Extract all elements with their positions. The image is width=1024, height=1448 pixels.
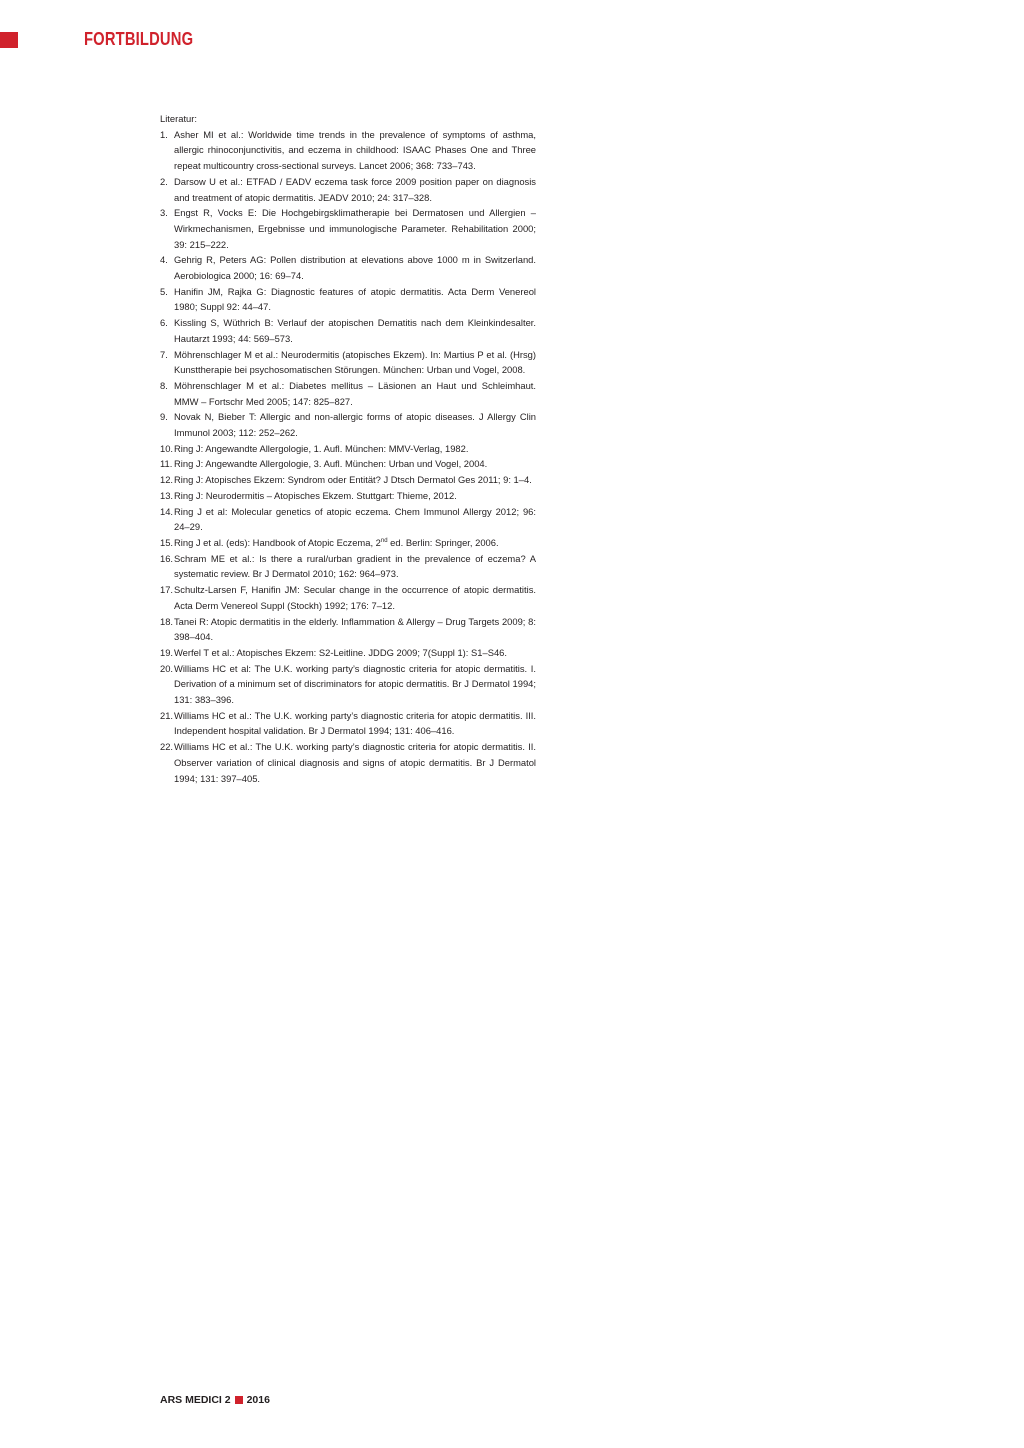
page-footer — [160, 1394, 270, 1406]
reference-item — [160, 441, 536, 457]
reference-number: 15. — [160, 536, 174, 548]
reference-text: Engst R, Vocks E: Die Hochgebirgsklimatherapie bei Dermatosen und Allergien – Wirkmechanismen, Ergebnisse und immunologische Parameter. Rehabilitation 2000; 39: 215–222. — [174, 207, 536, 250]
reference-number: 13. — [160, 489, 174, 501]
reference-number: 10. — [160, 442, 174, 454]
reference-number: 14. — [160, 505, 174, 517]
reference-number: 20. — [160, 662, 174, 674]
reference-list — [160, 127, 536, 787]
reference-item — [160, 409, 536, 440]
reference-number: 5. — [160, 285, 168, 297]
reference-text: Asher MI et al.: Worldwide time trends in the prevalence of symptoms of asthma, allergic rhinoconjunctivitis, and eczema in childhood: ISAAC Phases One and Three repeat multicountry cross-sectional surveys. Lancet 2006; 368: 733–743. — [174, 128, 536, 172]
reference-item — [160, 456, 536, 472]
reference-number: 1. — [160, 128, 168, 140]
reference-item — [160, 645, 536, 661]
reference-heading: Literatur: — [160, 113, 197, 124]
reference-text: Schultz-Larsen F, Hanifin JM: Secular change in the occurrence of atopic dermatitis. Acta Derm Venereol Suppl (Stockh) 1992; 176: 7–12. — [174, 584, 536, 611]
reference-item — [160, 708, 536, 739]
reference-text: Ring J et al: Molecular genetics of atopic eczema. Chem Immunol Allergy 2012; 96: 24–29. — [174, 505, 536, 533]
reference-text: Schram ME et al.: Is there a rural/urban gradient in the prevalence of eczema? A systematic review. Br J Dermatol 2010; 162: 964–973. — [174, 552, 536, 580]
reference-number: 21. — [160, 709, 174, 721]
reference-item — [160, 347, 536, 378]
reference-text: Williams HC et al: The U.K. working party’s diagnostic criteria for atopic dermatitis. I. Derivation of a minimum set of discriminators for atopic dermatitis. Br J Dermatol 1994; 131: 383–396. — [174, 662, 536, 706]
reference-number: 8. — [160, 379, 168, 391]
reference-text — [174, 535, 536, 551]
reference-text: Williams HC et al.: The U.K. working party’s diagnostic criteria for atopic dermatitis. II. Observer variation of clinical diagnosis and signs of atopic dermatitis. Br J Dermatol 1994; 131: 397–405. — [174, 741, 536, 784]
reference-list-section — [160, 111, 536, 786]
reference-number: 22. — [160, 741, 174, 753]
reference-number: 18. — [160, 615, 174, 627]
reference-item — [160, 661, 536, 708]
reference-superscript: nd — [380, 537, 388, 544]
reference-number: 3. — [160, 207, 168, 219]
reference-item — [160, 472, 536, 488]
reference-text-part: ed. Berlin: Springer, 2006. — [387, 536, 499, 548]
reference-number: 4. — [160, 254, 168, 266]
reference-number: 16. — [160, 552, 174, 564]
reference-number: 6. — [160, 317, 168, 329]
reference-item — [160, 739, 536, 786]
reference-text: Ring J: Angewandte Allergologie, 1. Aufl. München: MMV-Verlag, 1982. — [174, 442, 469, 454]
reference-text: Williams HC et al.: The U.K. working party’s diagnostic criteria for atopic dermatitis. III. Independent hospital validation. Br J Dermatol 1994; 131: 406–416. — [174, 709, 536, 737]
reference-number: 17. — [160, 584, 174, 596]
footer-journal: ARS MEDICI 2 — [160, 1394, 231, 1406]
reference-text: Darsow U et al.: ETFAD / EADV eczema task force 2009 position paper on diagnosis and treatment of atopic dermatitis. JEADV 2010; 24: 317–328. — [174, 175, 536, 203]
footer-accent-square — [235, 1396, 243, 1404]
reference-text: Werfel T et al.: Atopisches Ekzem: S2-Leitline. JDDG 2009; 7(Suppl 1): S1–S46. — [174, 646, 507, 658]
reference-text: Ring J: Atopisches Ekzem: Syndrom oder Entität? J Dtsch Dermatol Ges 2011; 9: 1–4. — [174, 474, 532, 486]
section-label: FORTBILDUNG — [84, 29, 194, 49]
reference-text: Novak N, Bieber T: Allergic and non-allergic forms of atopic diseases. J Allergy Clin Immunol 2003; 112: 252–262. — [174, 411, 536, 439]
reference-text: Gehrig R, Peters AG: Pollen distribution at elevations above 1000 m in Switzerland. Aerobiologica 2000; 16: 69–74. — [174, 254, 536, 282]
reference-item — [160, 582, 536, 613]
reference-item — [160, 551, 536, 582]
reference-item — [160, 614, 536, 645]
reference-item — [160, 488, 536, 504]
reference-number: 2. — [160, 175, 168, 187]
reference-text: Möhrenschlager M et al.: Neurodermitis (atopisches Ekzem). In: Martius P et al. (Hrsg) Kunsttherapie bei psychosomatischen Störungen. München: Urban und Vogel, 2008. — [174, 348, 536, 376]
reference-number: 7. — [160, 348, 168, 360]
reference-text: Ring J: Neurodermitis – Atopisches Ekzem. Stuttgart: Thieme, 2012. — [174, 489, 457, 501]
reference-item — [160, 378, 536, 409]
reference-text-part: Ring J et al. (eds): Handbook of Atopic Eczema, 2 — [174, 536, 381, 548]
reference-number: 12. — [160, 474, 174, 486]
reference-text: Tanei R: Atopic dermatitis in the elderly. Inflammation & Allergy – Drug Targets 2009; 8: 398–404. — [174, 615, 536, 643]
reference-item — [160, 315, 536, 346]
reference-text: Kissling S, Wüthrich B: Verlauf der atopischen Dematitis nach dem Kleinkindesalter. Hautarzt 1993; 44: 569–573. — [174, 317, 536, 344]
reference-item — [160, 284, 536, 315]
reference-text: Ring J: Angewandte Allergologie, 3. Aufl. München: Urban und Vogel, 2004. — [174, 458, 488, 470]
reference-number: 11. — [160, 458, 173, 470]
reference-text: Möhrenschlager M et al.: Diabetes mellitus – Läsionen an Haut und Schleimhaut. MMW – Fortschr Med 2005; 147: 825–827. — [174, 379, 536, 407]
header-accent-square — [0, 32, 18, 48]
footer-year: 2016 — [246, 1394, 270, 1406]
reference-item — [160, 174, 536, 205]
reference-item — [160, 205, 536, 252]
reference-item — [160, 504, 536, 535]
reference-text: Hanifin JM, Rajka G: Diagnostic features of atopic dermatitis. Acta Derm Venereol 1980; Suppl 92: 44–47. — [174, 285, 536, 313]
reference-item — [160, 535, 536, 551]
reference-item — [160, 127, 536, 174]
reference-number: 9. — [160, 411, 168, 423]
reference-number: 19. — [160, 646, 174, 658]
reference-item — [160, 252, 536, 283]
